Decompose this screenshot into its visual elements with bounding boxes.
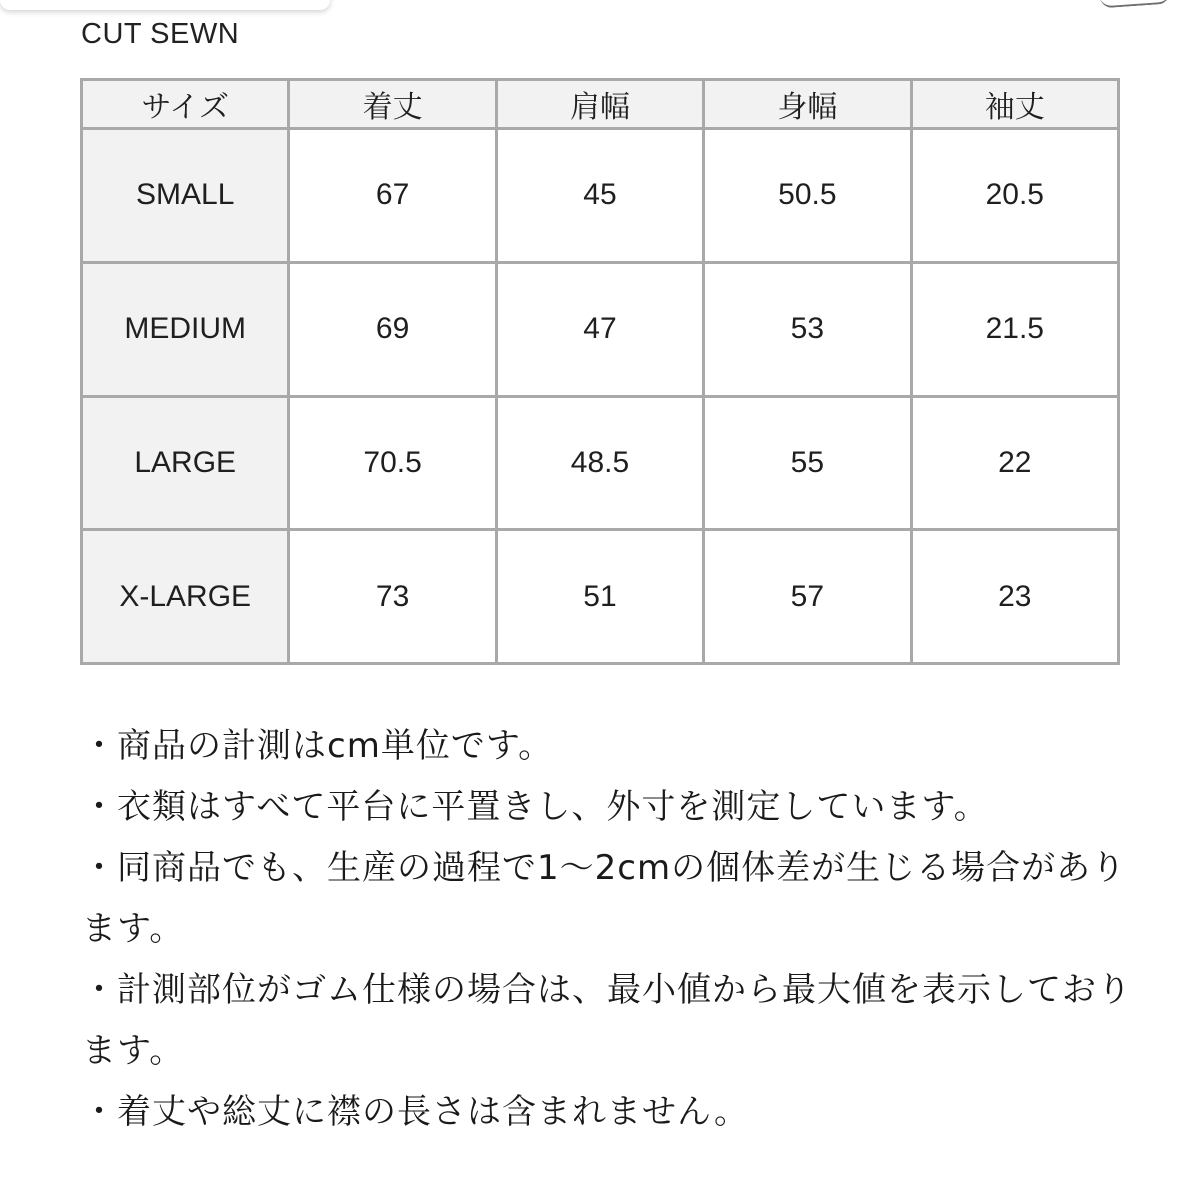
size-name-cell: SMALL bbox=[82, 129, 289, 263]
section-title: CUT SEWN bbox=[81, 18, 240, 50]
note-item: ・同商品でも、生産の過程で1〜2cmの個体差が生じる場合があります。 bbox=[82, 848, 1127, 949]
table-cell: 23 bbox=[911, 530, 1118, 664]
table-row bbox=[82, 129, 1119, 263]
table-cell: 70.5 bbox=[289, 396, 496, 530]
size-name-cell: LARGE bbox=[82, 396, 289, 530]
table-cell: 55 bbox=[704, 396, 911, 530]
table-row bbox=[82, 262, 1119, 396]
note-item: ・商品の計測はcm単位です。 bbox=[82, 726, 554, 766]
top-right-decoration bbox=[1100, 0, 1171, 8]
table-cell: 20.5 bbox=[911, 129, 1118, 263]
notes-list bbox=[82, 716, 1142, 1143]
header-sleeve: 袖丈 bbox=[911, 80, 1118, 129]
table-cell: 73 bbox=[289, 530, 496, 664]
table-cell: 67 bbox=[289, 129, 496, 263]
table-cell: 57 bbox=[704, 530, 911, 664]
note-item: ・着丈や総丈に襟の長さは含まれません。 bbox=[82, 1092, 750, 1132]
top-overlay-card bbox=[0, 0, 330, 10]
table-cell: 48.5 bbox=[496, 396, 703, 530]
table-cell: 53 bbox=[704, 262, 911, 396]
size-name-cell: X-LARGE bbox=[82, 530, 289, 664]
table-cell: 21.5 bbox=[911, 262, 1118, 396]
header-size: サイズ bbox=[82, 80, 289, 129]
table-cell: 47 bbox=[496, 262, 703, 396]
size-name-cell: MEDIUM bbox=[82, 262, 289, 396]
table-cell: 69 bbox=[289, 262, 496, 396]
table-header-row bbox=[82, 80, 1119, 129]
note-item: ・計測部位がゴム仕様の場合は、最小値から最大値を表示しております。 bbox=[82, 970, 1132, 1071]
table-cell: 50.5 bbox=[704, 129, 911, 263]
size-chart-table bbox=[80, 78, 1120, 665]
header-body-width: 身幅 bbox=[704, 80, 911, 129]
table-row bbox=[82, 530, 1119, 664]
note-item: ・衣類はすべて平台に平置きし、外寸を測定しています。 bbox=[82, 787, 989, 827]
table-cell: 51 bbox=[496, 530, 703, 664]
table-cell: 22 bbox=[911, 396, 1118, 530]
header-shoulder: 肩幅 bbox=[496, 80, 703, 129]
header-length: 着丈 bbox=[289, 80, 496, 129]
table-row bbox=[82, 396, 1119, 530]
table-cell: 45 bbox=[496, 129, 703, 263]
